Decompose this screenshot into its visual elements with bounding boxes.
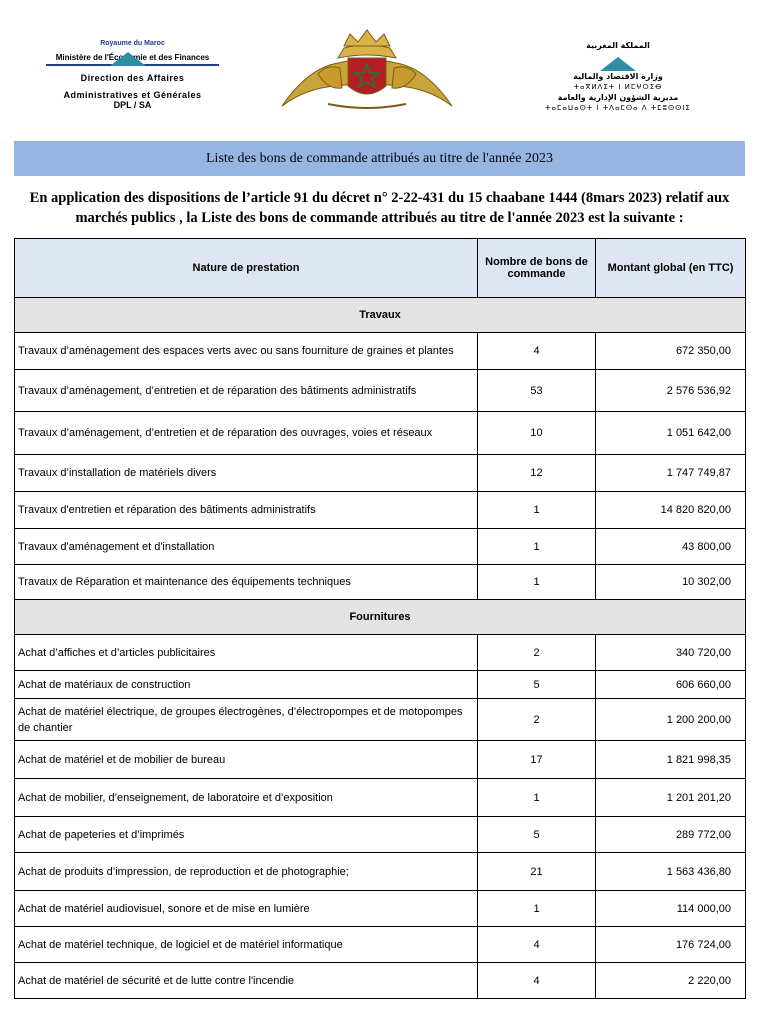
count-cell: 21 <box>478 853 596 891</box>
amount-cell: 14 820 820,00 <box>596 492 746 529</box>
count-cell: 1 <box>478 565 596 600</box>
col-header-nombre: Nombre de bons de commande <box>478 239 596 298</box>
count-cell: 1 <box>478 891 596 927</box>
logo-right-arabic-line1: المملكة المغربية <box>586 41 650 50</box>
royal-coat-of-arms-icon <box>278 28 456 113</box>
nature-cell: Travaux d'entretien et réparation des bâtiments administratifs <box>15 492 478 529</box>
intro-paragraph: En application des dispositions de l’article 91 du décret n° 2-22-431 du 15 chaabane 1444 (8mars 2023) relatif aux marchés publics , la Liste des bons de commande attribués au titre de l'année 2023 est la suivante : <box>29 190 730 226</box>
count-cell: 53 <box>478 370 596 412</box>
table-row <box>15 963 746 999</box>
logo-ministry-text: Ministère de l'Économie et des Finances <box>55 53 210 62</box>
table-row <box>15 891 746 927</box>
amount-cell: 340 720,00 <box>596 635 746 671</box>
amount-cell: 10 302,00 <box>596 565 746 600</box>
count-cell: 5 <box>478 817 596 853</box>
nature-cell: Achat de matériel et de mobilier de bureau <box>15 741 478 779</box>
count-cell: 1 <box>478 492 596 529</box>
purchase-orders-table <box>14 238 746 999</box>
table-body <box>15 298 746 999</box>
amount-cell: 1 201 201,20 <box>596 779 746 817</box>
count-cell: 17 <box>478 741 596 779</box>
document-title: Liste des bons de commande attribués au titre de l'année 2023 <box>14 141 745 176</box>
amount-cell: 1 200 200,00 <box>596 699 746 741</box>
roof-icon <box>110 52 146 66</box>
count-cell: 2 <box>478 699 596 741</box>
document-header <box>0 0 768 130</box>
table-row <box>15 635 746 671</box>
table-row <box>15 817 746 853</box>
count-cell: 2 <box>478 635 596 671</box>
nature-cell: Achat de matériaux de construction <box>15 671 478 699</box>
amount-cell: 2 576 536,92 <box>596 370 746 412</box>
logo-direction-line2: Administratives et Générales <box>63 90 202 100</box>
nature-cell: Achat de matériel audiovisuel, sonore et de mise en lumière <box>15 891 478 927</box>
table-row <box>15 492 746 529</box>
amount-cell: 114 000,00 <box>596 891 746 927</box>
amount-cell: 672 350,00 <box>596 333 746 370</box>
nature-cell: Travaux d’aménagement des espaces verts avec ou sans fourniture de graines et plantes <box>15 333 478 370</box>
ministry-logo-right <box>518 40 718 120</box>
section-title: Fournitures <box>15 600 746 635</box>
table-row <box>15 333 746 370</box>
logo-right-arabic-line3: مديرية الشؤون الإدارية والعامة <box>557 93 679 102</box>
nature-cell: Travaux d’installation de matériels divers <box>15 455 478 492</box>
nature-cell: Travaux de Réparation et maintenance des équipements techniques <box>15 565 478 600</box>
table-row <box>15 741 746 779</box>
logo-right-tifinagh-line1: ⵜⴰⴳⵍⴷⵉⵜ ⵏ ⵍⵎⵖⵔⵉⴱ <box>573 83 663 91</box>
nature-cell: Achat d’affiches et d’articles publicitaires <box>15 635 478 671</box>
nature-cell: Achat de papeteries et d’imprimés <box>15 817 478 853</box>
count-cell: 10 <box>478 412 596 455</box>
col-header-nature: Nature de prestation <box>15 239 478 298</box>
amount-cell: 289 772,00 <box>596 817 746 853</box>
nature-cell: Achat de mobilier, d’enseignement, de laboratoire et d’exposition <box>15 779 478 817</box>
table-row <box>15 779 746 817</box>
logo-right-tifinagh-line2: ⵜⴰⵎⴰⵡⴰⵙⵜ ⵏ ⵜⴷⴰⵎⵙⴰ ⴷ ⵜⵎⵓⵙⵙⵏⵉ <box>545 104 691 112</box>
nature-cell: Achat de produits d’impression, de reproduction et de photographie; <box>15 853 478 891</box>
table-row <box>15 699 746 741</box>
table-header-row <box>15 239 746 298</box>
amount-cell: 1 563 436,80 <box>596 853 746 891</box>
col-header-montant: Montant global (en TTC) <box>596 239 746 298</box>
roof-icon <box>600 57 636 71</box>
nature-cell: Travaux d’aménagement, d’entretien et de réparation des bâtiments administratifs <box>15 370 478 412</box>
table-row <box>15 565 746 600</box>
logo-kingdom-text: Royaume du Maroc <box>100 40 165 47</box>
section-row <box>15 298 746 333</box>
nature-cell: Travaux d’aménagement, d’entretien et de réparation des ouvrages, voies et réseaux <box>15 412 478 455</box>
ministry-logo-left <box>40 40 225 120</box>
amount-cell: 1 747 749,87 <box>596 455 746 492</box>
count-cell: 1 <box>478 779 596 817</box>
amount-cell: 2 220,00 <box>596 963 746 999</box>
amount-cell: 43 800,00 <box>596 529 746 565</box>
amount-cell: 1 051 642,00 <box>596 412 746 455</box>
table-row <box>15 529 746 565</box>
logo-right-arabic-line2: وزارة الاقتصاد والمالية <box>573 72 663 81</box>
count-cell: 4 <box>478 333 596 370</box>
table-row <box>15 455 746 492</box>
nature-cell: Achat de matériel technique, de logiciel et de matériel informatique <box>15 927 478 963</box>
table-row <box>15 927 746 963</box>
amount-cell: 1 821 998,35 <box>596 741 746 779</box>
amount-cell: 606 660,00 <box>596 671 746 699</box>
logo-unit-text: DPL / SA <box>113 100 152 110</box>
nature-cell: Achat de matériel de sécurité et de lutte contre l'incendie <box>15 963 478 999</box>
count-cell: 4 <box>478 963 596 999</box>
nature-cell: Travaux d'aménagement et d'installation <box>15 529 478 565</box>
logo-direction-line1: Direction des Affaires <box>80 73 185 83</box>
table-row <box>15 412 746 455</box>
amount-cell: 176 724,00 <box>596 927 746 963</box>
nature-cell: Achat de matériel électrique, de groupes électrogènes, d’électropompes et de motopompes de chantier <box>15 699 478 741</box>
count-cell: 5 <box>478 671 596 699</box>
section-row <box>15 600 746 635</box>
count-cell: 1 <box>478 529 596 565</box>
table-row <box>15 370 746 412</box>
count-cell: 4 <box>478 927 596 963</box>
table-row <box>15 853 746 891</box>
section-title: Travaux <box>15 298 746 333</box>
count-cell: 12 <box>478 455 596 492</box>
table-row <box>15 671 746 699</box>
